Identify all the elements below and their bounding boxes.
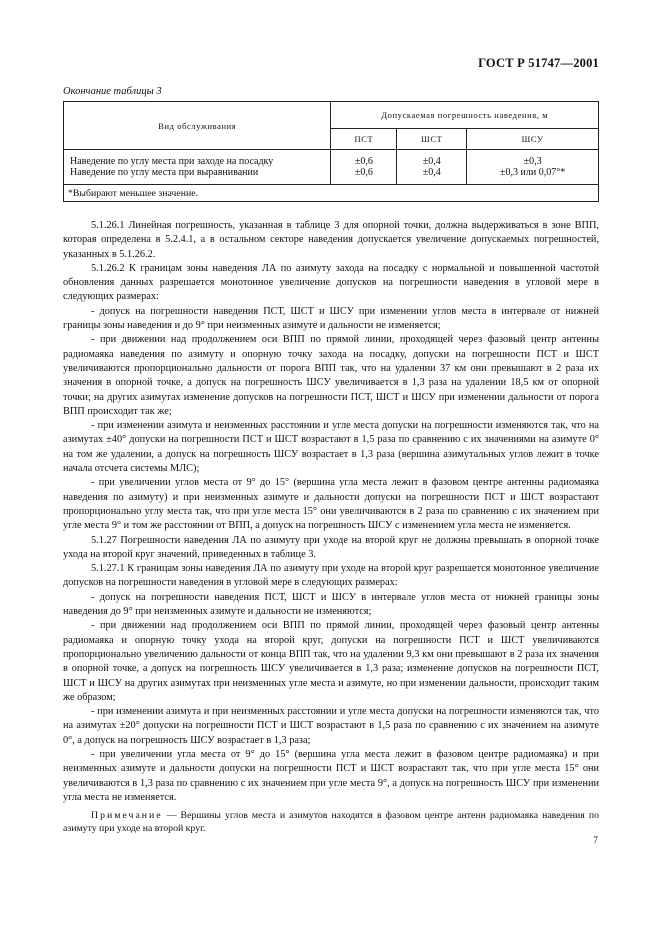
note-text: — Вершины углов места и азимутов находятся в фазовом центре антенн радиомаяка наведения по азимуту при уходе на второй круг. <box>63 810 599 835</box>
paragraph: - при движении над продолжением оси ВПП по прямой линии, проходящей через фазовый центр антенны радиомаяка и опорную точку ухода на второй круг, допуски на погрешности ПСТ и ШСТ увеличиваются пропорционально увеличению дальности от конца ВПП так, что на удалении 9,3 км они превышают в 2 раза их значения в опорной точке, а допуск на погрешность ШСУ увеличивается в 1,3 раза; изменение допусков на погрешности ПСТ, ШСТ и ШСУ на других азимутах при неизменных угле места и азимуте, но при изменении дальности, происходит таким же образом; <box>63 620 599 703</box>
body-text <box>63 219 599 836</box>
paragraph: - при увеличении угла места от 9° до 15° (вершина угла места лежит в фазовом центре радиомаяка) и при неизменных азимуте и дальности допуски на погрешности ПСТ и ШСТ возрастают так, что при угле места 15° они увеличиваются в 1,3 раза по сравнению с их значением при угле места 9°, а допуск на погрешность ШСУ при изменении угла места не изменяется. <box>63 748 599 803</box>
note-label: Примечание <box>91 810 163 822</box>
header-service: Вид обслуживания <box>64 102 331 150</box>
note <box>63 809 599 835</box>
paragraph: - допуск на погрешности наведения ПСТ, ШСТ и ШСУ при изменении углов места в интервале от нижней границы зоны наведения и до 9° при неизменных азимуте и дальности не изменяется; <box>63 305 599 332</box>
row-value-shsu: ±0,3 или 0,07°* <box>467 167 599 185</box>
standard-number: ГОСТ Р 51747—2001 <box>478 56 599 70</box>
row-value-pst: ±0,6 <box>331 150 397 168</box>
header-shst: ШСТ <box>397 129 467 150</box>
paragraph: - при изменении азимута и при неизменных расстоянии и угле места допуски на погрешности изменяются так, что на азимутах ±20° допуски на погрешности ПСТ и ШСТ возрастают в 1,5 раза по сравнению с их значением на азимуте 0°, а допуск на погрешность ШСУ возрастает в 1,3 раза; <box>63 706 599 746</box>
header-error-group: Допускаемая погрешность наведения, м <box>331 102 599 129</box>
tolerance-table <box>63 101 599 202</box>
paragraph: - при движении над продолжением оси ВПП по прямой линии, проходящей через фазовый центр антенны радиомаяка наведения по азимуту и опорную точку захода на посадку, допуски на погрешности ПСТ и ШСТ увеличиваются пропорционально дальности от порога ВПП так, что на удалении 37 км они превышают в 2 раза их значения в опорной точке, а допуск на погрешность ШСУ увеличивается в 1,3 раза на удалении 18,5 км от опорной точки; на других азимутах изменение допусков на погрешности ПСТ, ШСТ и ШСУ при изменении дальности от порога ВПП происходит так же; <box>63 334 599 417</box>
row-value-shst: ±0,4 <box>397 167 467 185</box>
row-service: Наведение по углу места при заходе на посадку <box>64 150 331 168</box>
paragraph: - допуск на погрешности наведения ПСТ, ШСТ и ШСУ в интервале углов места от нижней границы зоны наведения до 9° при неизменных азимуте и дальности не изменяются; <box>63 591 599 618</box>
paragraph: - при увеличении углов места от 9° до 15° (вершина угла места лежит в фазовом центре антенны радиомаяка наведения по азимуту) и при неизменных азимуте и дальности допуски на погрешности ПСТ и ШСТ возрастают пропорционально углу места так, что при угле места 15° они увеличиваются в 2 раза по сравнению с их значением при угле места 9° и том же расстоянии от ВПП, а допуск на погрешность ШСУ с изменением угла места не изменяется. <box>63 477 599 532</box>
table-row <box>64 150 599 168</box>
row-value-pst: ±0,6 <box>331 167 397 185</box>
header-pst: ПСТ <box>331 129 397 150</box>
paragraph: 5.1.26.2 К границам зоны наведения ЛА по азимуту захода на посадку с нормальной и повышенной частотой обновления данных разрешается монотонное увеличение допусков на погрешности наведения в угловой мере в следующих размерах: <box>63 262 599 303</box>
paragraph: - при изменении азимута и неизменных расстоянии и угле места допуски на погрешности изменяются так, что на азимутах ±40° допуски на погрешности ПСТ и ШСТ возрастают в 1,5 раза по сравнению с их значениями на азимуте 0° на том же удалении, а допуск на погрешность ШСУ возрастает в 1,3 раза (вершина азимутальных углов лежит в точке начала отсчета системы МЛС); <box>63 420 599 475</box>
table-row <box>64 167 599 185</box>
header-shsu: ШСУ <box>467 129 599 150</box>
page-number: 7 <box>593 836 598 846</box>
paragraph: 5.1.27.1 К границам зоны наведения ЛА по азимуту при уходе на второй круг разрешается монотонное увеличение допусков на погрешности наведения в угловой мере в следующих размерах: <box>63 563 599 589</box>
table-footnote: *Выбирают меньшее значение. <box>64 185 599 202</box>
paragraph: 5.1.27 Погрешности наведения ЛА по азимуту при уходе на второй круг не должны превышать в опорной точке ухода на второй круг значений, приведенных в таблице 3. <box>63 534 599 560</box>
row-value-shsu: ±0,3 <box>467 150 599 168</box>
paragraph: 5.1.26.1 Линейная погрешность, указанная в таблице 3 для опорной точки, должна выдерживаться в зоне ВПП, которая определена в 5.2.4.1, а в остальном секторе наведения допускается увеличение допускаемых погрешностей, указанных в 5.1.26.2. <box>63 220 599 260</box>
row-value-shst: ±0,4 <box>397 150 467 168</box>
row-service: Наведение по углу места при выравнивании <box>64 167 331 185</box>
table-caption: Окончание таблицы 3 <box>63 86 162 97</box>
